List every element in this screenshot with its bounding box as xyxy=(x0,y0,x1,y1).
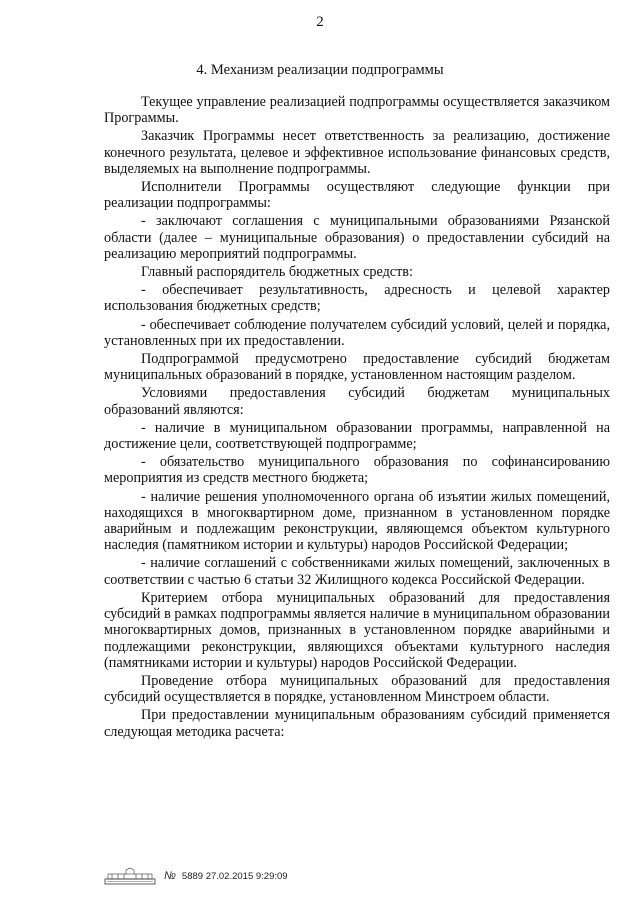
list-item: - обязательство муниципального образования по софинансированию мероприятия из средств местного бюджета; xyxy=(104,454,610,487)
government-building-icon xyxy=(104,867,156,885)
list-item: - наличие в муниципальном образовании программы, направленной на достижение цели, соответствующей подпрограмме; xyxy=(104,419,610,453)
document-body xyxy=(104,94,610,742)
paragraph: Исполнители Программы осуществляют следующие функции при реализации подпрограммы: xyxy=(104,179,610,212)
page-number: 2 xyxy=(316,14,324,30)
paragraph: Условиями предоставления субсидий бюджетам муниципальных образований являются: xyxy=(104,385,610,418)
registration-stamp: 5889 27.02.2015 9:29:09 xyxy=(181,870,288,882)
paragraph: Заказчик Программы несет ответственность за реализацию, достижение конечного результата, целевое и эффективное использование финансовых средств, выделяемых на выполнение подпрограммы. xyxy=(104,128,610,177)
document-footer xyxy=(104,867,288,885)
paragraph: Подпрограммой предусмотрено предоставление субсидий бюджетам муниципальных образований в порядке, установленном настоящим разделом. xyxy=(104,351,610,384)
paragraph: Главный распорядитель бюджетных средств: xyxy=(141,264,413,281)
number-sign: № xyxy=(164,870,176,882)
paragraph: При предоставлении муниципальным образованиям субсидий применяется следующая методика расчета: xyxy=(104,707,610,740)
list-item: - обеспечивает соблюдение получателем субсидий условий, целей и порядка, установленных при их предоставлении. xyxy=(104,316,610,349)
list-item: - заключают соглашения с муниципальными образованиями Рязанской области (далее – муниципальные образования) о предоставлении субсидий на реализацию мероприятий подпрограммы. xyxy=(104,213,610,262)
paragraph: Критерием отбора муниципальных образований для предоставления субсидий в рамках подпрограммы является наличие в муниципальном образовании многоквартирных домов, признанных в установленном порядке аварийными и подлежащими реконструкции, являющихся объектами культурного наследия (памятниками истории и культуры) народов Российской Федерации. xyxy=(104,589,610,671)
section-title: 4. Механизм реализации подпрограммы xyxy=(196,62,444,78)
list-item: - обеспечивает результативность, адресность и целевой характер использования бюджетных средств; xyxy=(104,282,610,315)
list-item: - наличие решения уполномоченного органа об изъятии жилых помещений, находящихся в многоквартирном доме, признанном в установленном порядке аварийным и подлежащим реконструкции, являющемся объектом культурного наследия (памятником истории и культуры) народов Российской Федерации; xyxy=(104,488,610,554)
list-item: - наличие соглашений с собственниками жилых помещений, заключенных в соответствии с частью 6 статьи 32 Жилищного кодекса Российской Федерации. xyxy=(104,555,610,588)
paragraph: Проведение отбора муниципальных образований для предоставления субсидий осуществляется в порядке, установленном Минстроем области. xyxy=(104,672,610,706)
paragraph: Текущее управление реализацией подпрограммы осуществляется заказчиком Программы. xyxy=(104,94,610,127)
